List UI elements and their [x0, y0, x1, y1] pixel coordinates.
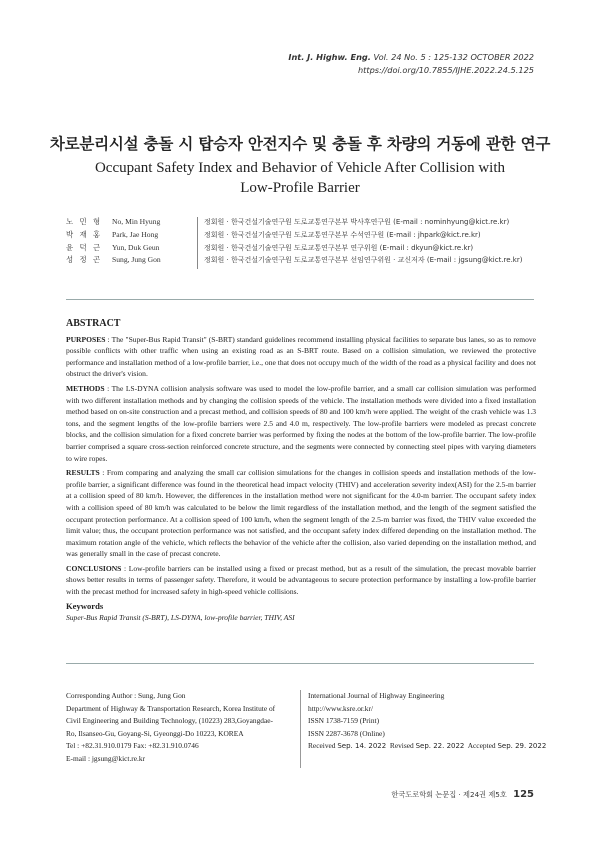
citation — [288, 51, 534, 64]
revised-label: Revised — [389, 741, 414, 750]
footer-divider — [66, 663, 534, 664]
author-affiliation: 정회원 · 한국건설기술연구원 도로교통연구본부 선임연구위원 · 교신저자 (E-mail : jgsung@kict.re.kr) — [204, 256, 523, 265]
correspondence-line: Department of Highway & Transportation Research, Korea Institute of — [66, 703, 276, 713]
journal-info-block — [308, 690, 546, 753]
keywords-label: Keywords — [66, 600, 104, 611]
keywords-text: Super-Bus Rapid Transit (S-BRT), LS-DYNA, low-profile barrier, THIV, ASI — [66, 613, 295, 623]
page-footer — [391, 789, 534, 800]
journal-issue-text: 한국도로학회 논문집 · 제24권 제5호 — [391, 790, 507, 799]
author-row — [66, 229, 522, 242]
journal-header — [288, 51, 534, 76]
page-number: 125 — [513, 789, 534, 800]
footer-column-divider — [300, 690, 301, 768]
conclusions-text: : Low-profile barriers can be installed using a fixed or precast method, but as a result of the simulation, the precast movable barrier shows better results in terms of passenger safety. Therefore, it would be advantageous to secure protection performance by installing a low-profile barrier with the precast method for increased safety in high-speed vehicle collisions. — [66, 563, 536, 597]
dates-line — [308, 740, 546, 753]
received-label: Received — [308, 741, 336, 750]
conclusions-label: CONCLUSIONS — [66, 563, 122, 573]
correspondence-block — [66, 690, 275, 765]
author-affiliation: 정회원 · 한국건설기술연구원 도로교통연구본부 수석연구원 (E-mail : jhpark@kict.re.kr) — [204, 230, 481, 239]
accepted-label: Accepted — [467, 741, 496, 750]
results-label: RESULTS — [66, 468, 100, 478]
journal-url[interactable]: http://www.ksre.or.kr/ — [308, 703, 374, 713]
author-list — [66, 216, 522, 267]
volume-info: Vol. 24 No. 5 : 125-132 OCTOBER 2022 — [370, 52, 534, 62]
correspondence-line: Corresponding Author : Sung, Jung Gon — [66, 691, 186, 700]
author-english-name: No, Min Hyung — [112, 217, 161, 226]
methods-paragraph — [66, 383, 536, 464]
english-title-line1: Occupant Safety Index and Behavior of Vehicle After Collision with — [94, 160, 506, 176]
author-row — [66, 216, 522, 229]
author-english-name: Yun, Duk Geun — [112, 242, 160, 252]
english-title-line2: Low-Profile Barrier — [240, 180, 360, 196]
received-date: Sep. 14. 2022 — [337, 742, 387, 750]
purposes-label: PURPOSES — [66, 334, 106, 344]
korean-title: 차로분리시설 충돌 시 탑승자 안전지수 및 충돌 후 차량의 거동에 관한 연구 — [49, 135, 551, 153]
author-korean-name: 노 민 형 — [66, 217, 103, 226]
purposes-text: : The "Super-Bus Rapid Transit" (S-BRT) standard guidelines recommend installing physical facilities to separate bus lanes, so as to remove possible conflicts with other traffic when using an existing road as an S-BRT route. Based on a collision simulation, we reviewed the protective performance and installation method of a low-profile barrier, i.e., one that does not occupy much of the width of the road as a physical facility and does not obstruct the driver's vision. — [66, 334, 536, 379]
author-korean-name: 윤 덕 근 — [66, 242, 103, 252]
correspondence-line: Tel : +82.31.910.0179 Fax: +82.31.910.0746 — [66, 741, 199, 750]
accepted-date: Sep. 29. 2022 — [497, 742, 547, 750]
correspondence-line: Civil Engineering and Building Technology, (10223) 283,Goyangdae- — [66, 716, 273, 725]
author-english-name: Park, Jae Hong — [112, 229, 159, 239]
journal-name: International Journal of Highway Engineering — [308, 691, 445, 700]
author-row — [66, 254, 522, 267]
author-affiliation: 정회원 · 한국건설기술연구원 도로교통연구본부 연구위원 (E-mail : dkyun@kict.re.kr) — [204, 243, 474, 252]
correspondence-email[interactable]: E-mail : jgsung@kict.re.kr — [66, 753, 146, 763]
author-korean-name: 성 정 곤 — [66, 255, 103, 265]
methods-label: METHODS — [66, 383, 105, 393]
abstract-heading: ABSTRACT — [66, 318, 121, 329]
section-divider — [66, 299, 534, 300]
author-korean-name: 박 재 홍 — [66, 229, 103, 239]
journal-abbrev: Int. J. Highw. Eng. — [288, 52, 371, 62]
author-affiliation: 정회원 · 한국건설기술연구원 도로교통연구본부 박사후연구원 (E-mail : nominhyung@kict.re.kr) — [204, 218, 510, 226]
author-english-name: Sung, Jung Gon — [112, 255, 161, 265]
author-row — [66, 242, 522, 255]
doi-link[interactable]: https://doi.org/10.7855/IJHE.2022.24.5.125 — [357, 64, 534, 75]
conclusions-paragraph — [66, 563, 536, 598]
english-title — [0, 158, 600, 198]
correspondence-line: Ro, Ilsanseo-Gu, Goyang-Si, Gyeonggi-Do 10223, KOREA — [66, 728, 244, 738]
methods-text: : The LS-DYNA collision analysis software was used to model the low-profile barrier, and a small car collision simulation was performed with two different installation methods and by changing the collision speeds of the vehicle. The installation methods were divided into a fixed installation method based on on-site construction and a precast method, and collision speeds of 80 and 100 km/h were applied. The weight of the crash vehicle was 1.3 tons, and the segment lengths of the low-profile barriers were 2.5 and 4.0 m, respectively. The low-profile barriers were modeled as precast concrete blocks, and the collision simulation for a fixed concrete barrier was performed by fixing the nodes at the bottom of the low-profile barrier. The low-profile barrier comprised a square cross-section reinforced concrete structure, and the segments were connected by connecting steel pipes with varying diameters to wire ropes. — [66, 383, 536, 463]
abstract-section — [66, 318, 536, 624]
results-text: : From comparing and analyzing the small car collision simulations for the changes in collision speeds and installation methods of the low-profile barrier, a significant difference was found in the theoretical head impact velocity (THIV) and acceleration severity index(ASI) for the 2.5-m barrier at a collision speed of 80 km/h. However, the differences in the installation method were not significant for the 4.0-m barrier. The occupant safety index with a collision speed of 80 km/h was calculated to be below the limit regardless of the installation method, and the length of the segment satisfied the occupant protection performance. At a collision speed of 100 km/h, when the segment length of the 2.5-m barrier was fixed, the THIV value exceeded the limit value; thus, the occupant protection performance was not satisfied, and the occupant safety index differed depending on the installation method. The maximum rotation angle of the vehicle, which reflects the behavior of the vehicle after the collision, also varied depending on the installation method, and was generally small in the case of precast concrete. — [66, 468, 536, 559]
issn-print: ISSN 1738-7159 (Print) — [308, 716, 380, 725]
results-paragraph — [66, 467, 536, 560]
revised-date: Sep. 22. 2022 — [415, 742, 465, 750]
issn-online: ISSN 2287-3678 (Online) — [308, 728, 385, 738]
purposes-paragraph — [66, 334, 536, 380]
